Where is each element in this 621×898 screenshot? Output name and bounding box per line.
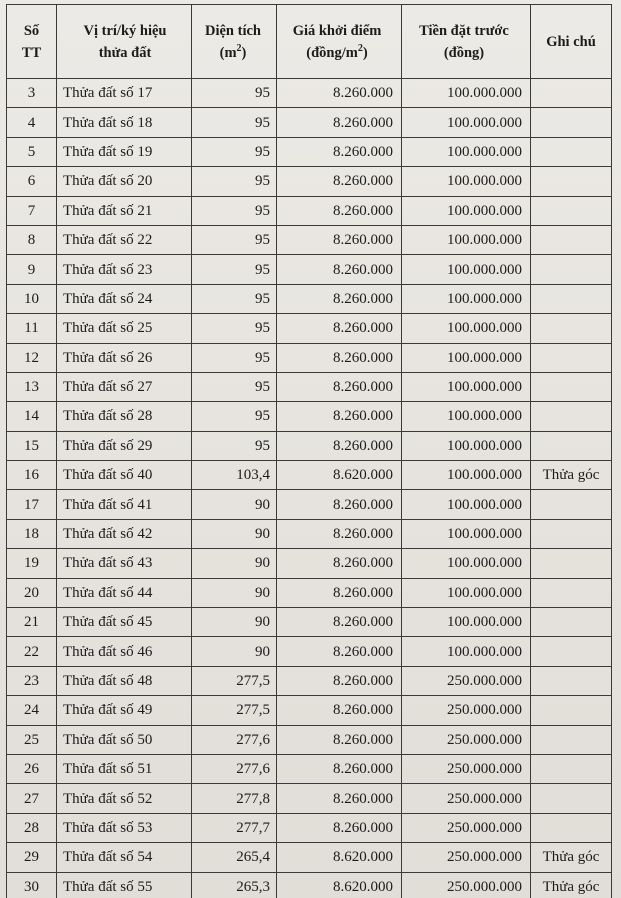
cell-price: 8.260.000: [277, 137, 402, 166]
cell-price: 8.260.000: [277, 225, 402, 254]
header-stt-line2: TT: [21, 44, 42, 61]
table-row: [7, 490, 612, 519]
cell-note: [531, 108, 612, 137]
cell-stt: 10: [7, 284, 57, 313]
cell-deposit: 100.000.000: [402, 402, 531, 431]
cell-stt: 15: [7, 431, 57, 460]
cell-note: [531, 608, 612, 637]
cell-position: Thửa đất số 54: [57, 843, 192, 872]
header-stt: [7, 5, 57, 79]
cell-price: 8.260.000: [277, 696, 402, 725]
cell-price: 8.260.000: [277, 196, 402, 225]
table-row: [7, 725, 612, 754]
cell-position: Thửa đất số 21: [57, 196, 192, 225]
cell-stt: 12: [7, 343, 57, 372]
cell-area: 95: [192, 196, 277, 225]
cell-area: 95: [192, 431, 277, 460]
cell-position: Thửa đất số 43: [57, 549, 192, 578]
header-stt-line1: Số: [23, 22, 40, 39]
cell-stt: 8: [7, 225, 57, 254]
cell-stt: 7: [7, 196, 57, 225]
cell-stt: 24: [7, 696, 57, 725]
table-row: [7, 343, 612, 372]
cell-deposit: 250.000.000: [402, 872, 531, 898]
cell-deposit: 100.000.000: [402, 372, 531, 401]
cell-note: [531, 225, 612, 254]
cell-area: 95: [192, 108, 277, 137]
cell-area: 265,4: [192, 843, 277, 872]
cell-price: 8.620.000: [277, 843, 402, 872]
header-note: [531, 5, 612, 79]
cell-deposit: 250.000.000: [402, 754, 531, 783]
header-price: [277, 5, 402, 79]
cell-price: 8.260.000: [277, 284, 402, 313]
table-row: [7, 666, 612, 695]
cell-price: 8.260.000: [277, 666, 402, 695]
table-row: [7, 461, 612, 490]
header-price-unit-base: (đồng/m: [306, 44, 358, 61]
cell-deposit: 100.000.000: [402, 431, 531, 460]
table-row: [7, 372, 612, 401]
cell-stt: 16: [7, 461, 57, 490]
cell-stt: 18: [7, 519, 57, 548]
cell-area: 277,6: [192, 725, 277, 754]
cell-stt: 9: [7, 255, 57, 284]
cell-stt: 4: [7, 108, 57, 137]
cell-deposit: 100.000.000: [402, 549, 531, 578]
table-row: [7, 108, 612, 137]
cell-deposit: 250.000.000: [402, 725, 531, 754]
cell-price: 8.260.000: [277, 608, 402, 637]
cell-deposit: 100.000.000: [402, 608, 531, 637]
cell-deposit: 100.000.000: [402, 108, 531, 137]
cell-price: 8.260.000: [277, 343, 402, 372]
cell-stt: 21: [7, 608, 57, 637]
cell-area: 90: [192, 608, 277, 637]
cell-area: 90: [192, 578, 277, 607]
cell-price: 8.620.000: [277, 461, 402, 490]
cell-deposit: 100.000.000: [402, 578, 531, 607]
cell-deposit: 250.000.000: [402, 843, 531, 872]
header-price-unit-close: ): [362, 44, 368, 61]
cell-position: Thửa đất số 20: [57, 167, 192, 196]
cell-deposit: 100.000.000: [402, 461, 531, 490]
cell-position: Thửa đất số 42: [57, 519, 192, 548]
cell-position: Thửa đất số 19: [57, 137, 192, 166]
cell-price: 8.260.000: [277, 431, 402, 460]
cell-position: Thửa đất số 22: [57, 225, 192, 254]
table-header-row: [7, 5, 612, 79]
cell-area: 95: [192, 255, 277, 284]
cell-deposit: 100.000.000: [402, 519, 531, 548]
cell-stt: 27: [7, 784, 57, 813]
cell-price: 8.260.000: [277, 108, 402, 137]
cell-note: [531, 402, 612, 431]
cell-position: Thửa đất số 40: [57, 461, 192, 490]
cell-area: 95: [192, 225, 277, 254]
cell-area: 95: [192, 402, 277, 431]
table-row: [7, 137, 612, 166]
land-plot-table: [6, 4, 612, 898]
cell-note: [531, 754, 612, 783]
cell-stt: 22: [7, 637, 57, 666]
cell-stt: 13: [7, 372, 57, 401]
cell-price: 8.260.000: [277, 402, 402, 431]
cell-stt: 30: [7, 872, 57, 898]
cell-stt: 29: [7, 843, 57, 872]
table-row: [7, 784, 612, 813]
cell-price: 8.620.000: [277, 872, 402, 898]
cell-area: 277,7: [192, 813, 277, 842]
cell-area: 95: [192, 137, 277, 166]
header-price-unit: [306, 42, 368, 61]
table-row: [7, 549, 612, 578]
cell-position: Thửa đất số 49: [57, 696, 192, 725]
cell-area: 277,6: [192, 754, 277, 783]
cell-note: [531, 343, 612, 372]
cell-position: Thửa đất số 48: [57, 666, 192, 695]
table-row: [7, 79, 612, 108]
cell-price: 8.260.000: [277, 490, 402, 519]
cell-note: [531, 431, 612, 460]
cell-area: 95: [192, 79, 277, 108]
table-row: [7, 608, 612, 637]
cell-note: [531, 519, 612, 548]
cell-stt: 26: [7, 754, 57, 783]
cell-price: 8.260.000: [277, 519, 402, 548]
cell-deposit: 250.000.000: [402, 784, 531, 813]
cell-price: 8.260.000: [277, 314, 402, 343]
cell-price: 8.260.000: [277, 784, 402, 813]
cell-note: [531, 79, 612, 108]
table-row: [7, 519, 612, 548]
cell-position: Thửa đất số 28: [57, 402, 192, 431]
cell-deposit: 250.000.000: [402, 813, 531, 842]
cell-note: [531, 725, 612, 754]
cell-position: Thửa đất số 29: [57, 431, 192, 460]
cell-note: [531, 784, 612, 813]
table-row: [7, 284, 612, 313]
cell-position: Thửa đất số 55: [57, 872, 192, 898]
cell-note: [531, 696, 612, 725]
cell-note: Thửa góc: [531, 843, 612, 872]
cell-area: 95: [192, 284, 277, 313]
cell-deposit: 100.000.000: [402, 79, 531, 108]
table-row: [7, 196, 612, 225]
cell-stt: 23: [7, 666, 57, 695]
table-row: [7, 255, 612, 284]
cell-area: 103,4: [192, 461, 277, 490]
cell-area: 90: [192, 519, 277, 548]
cell-note: Thửa góc: [531, 461, 612, 490]
cell-note: [531, 196, 612, 225]
header-position-line1: Vị trí/ký hiệu: [83, 22, 167, 39]
cell-note: [531, 666, 612, 695]
cell-note: [531, 255, 612, 284]
table-row: [7, 843, 612, 872]
cell-stt: 28: [7, 813, 57, 842]
cell-area: 265,3: [192, 872, 277, 898]
cell-position: Thửa đất số 24: [57, 284, 192, 313]
cell-deposit: 100.000.000: [402, 196, 531, 225]
cell-price: 8.260.000: [277, 578, 402, 607]
header-deposit-line2: (đồng): [443, 44, 485, 61]
header-area-line1: Diện tích: [205, 22, 261, 39]
cell-note: [531, 549, 612, 578]
cell-note: [531, 372, 612, 401]
cell-price: 8.260.000: [277, 813, 402, 842]
header-position-line2: thửa đất: [98, 44, 152, 61]
cell-position: Thửa đất số 50: [57, 725, 192, 754]
cell-stt: 11: [7, 314, 57, 343]
cell-price: 8.260.000: [277, 167, 402, 196]
cell-stt: 3: [7, 79, 57, 108]
header-deposit-line1: Tiền đặt trước: [419, 22, 509, 39]
cell-stt: 5: [7, 137, 57, 166]
cell-note: [531, 284, 612, 313]
cell-position: Thửa đất số 46: [57, 637, 192, 666]
cell-position: Thửa đất số 44: [57, 578, 192, 607]
header-area-unit-base: (m: [219, 44, 237, 61]
cell-deposit: 100.000.000: [402, 225, 531, 254]
header-price-unit-exp: 2: [357, 42, 363, 54]
cell-deposit: 100.000.000: [402, 137, 531, 166]
cell-note: [531, 813, 612, 842]
cell-area: 95: [192, 372, 277, 401]
cell-price: 8.260.000: [277, 549, 402, 578]
cell-deposit: 100.000.000: [402, 167, 531, 196]
cell-area: 277,5: [192, 696, 277, 725]
cell-position: Thửa đất số 27: [57, 372, 192, 401]
header-note-label: Ghi chú: [546, 33, 596, 50]
table-row: [7, 696, 612, 725]
cell-note: [531, 314, 612, 343]
cell-area: 95: [192, 343, 277, 372]
header-area-unit-close: ): [241, 44, 247, 61]
cell-deposit: 100.000.000: [402, 255, 531, 284]
header-price-line1: Giá khởi điểm: [292, 22, 382, 39]
cell-deposit: 100.000.000: [402, 637, 531, 666]
header-position: [57, 5, 192, 79]
table-row: [7, 167, 612, 196]
cell-position: Thửa đất số 18: [57, 108, 192, 137]
cell-stt: 6: [7, 167, 57, 196]
cell-price: 8.260.000: [277, 725, 402, 754]
cell-area: 277,5: [192, 666, 277, 695]
cell-area: 90: [192, 637, 277, 666]
cell-note: [531, 578, 612, 607]
header-area-unit: [219, 42, 247, 61]
cell-price: 8.260.000: [277, 637, 402, 666]
cell-position: Thửa đất số 26: [57, 343, 192, 372]
cell-note: [531, 490, 612, 519]
cell-position: Thửa đất số 25: [57, 314, 192, 343]
cell-note: Thửa góc: [531, 872, 612, 898]
table-row: [7, 637, 612, 666]
cell-stt: 25: [7, 725, 57, 754]
cell-position: Thửa đất số 45: [57, 608, 192, 637]
table-row: [7, 578, 612, 607]
table-row: [7, 402, 612, 431]
cell-area: 95: [192, 167, 277, 196]
cell-position: Thửa đất số 41: [57, 490, 192, 519]
table-row: [7, 813, 612, 842]
cell-area: 277,8: [192, 784, 277, 813]
cell-price: 8.260.000: [277, 372, 402, 401]
cell-price: 8.260.000: [277, 754, 402, 783]
table-row: [7, 314, 612, 343]
cell-position: Thửa đất số 23: [57, 255, 192, 284]
cell-note: [531, 137, 612, 166]
cell-price: 8.260.000: [277, 79, 402, 108]
table-body: [7, 79, 612, 898]
table-row: [7, 225, 612, 254]
cell-note: [531, 167, 612, 196]
cell-position: Thửa đất số 17: [57, 79, 192, 108]
cell-deposit: 100.000.000: [402, 284, 531, 313]
cell-deposit: 250.000.000: [402, 666, 531, 695]
cell-position: Thửa đất số 52: [57, 784, 192, 813]
cell-area: 95: [192, 314, 277, 343]
cell-area: 90: [192, 490, 277, 519]
header-deposit: [402, 5, 531, 79]
cell-area: 90: [192, 549, 277, 578]
cell-position: Thửa đất số 51: [57, 754, 192, 783]
header-area-unit-exp: 2: [236, 42, 242, 54]
cell-stt: 14: [7, 402, 57, 431]
table-row: [7, 431, 612, 460]
header-area: [192, 5, 277, 79]
cell-deposit: 250.000.000: [402, 696, 531, 725]
cell-price: 8.260.000: [277, 255, 402, 284]
cell-stt: 17: [7, 490, 57, 519]
cell-deposit: 100.000.000: [402, 343, 531, 372]
cell-stt: 19: [7, 549, 57, 578]
cell-position: Thửa đất số 53: [57, 813, 192, 842]
cell-stt: 20: [7, 578, 57, 607]
table-row: [7, 872, 612, 898]
cell-deposit: 100.000.000: [402, 314, 531, 343]
table-row: [7, 754, 612, 783]
cell-note: [531, 637, 612, 666]
cell-deposit: 100.000.000: [402, 490, 531, 519]
